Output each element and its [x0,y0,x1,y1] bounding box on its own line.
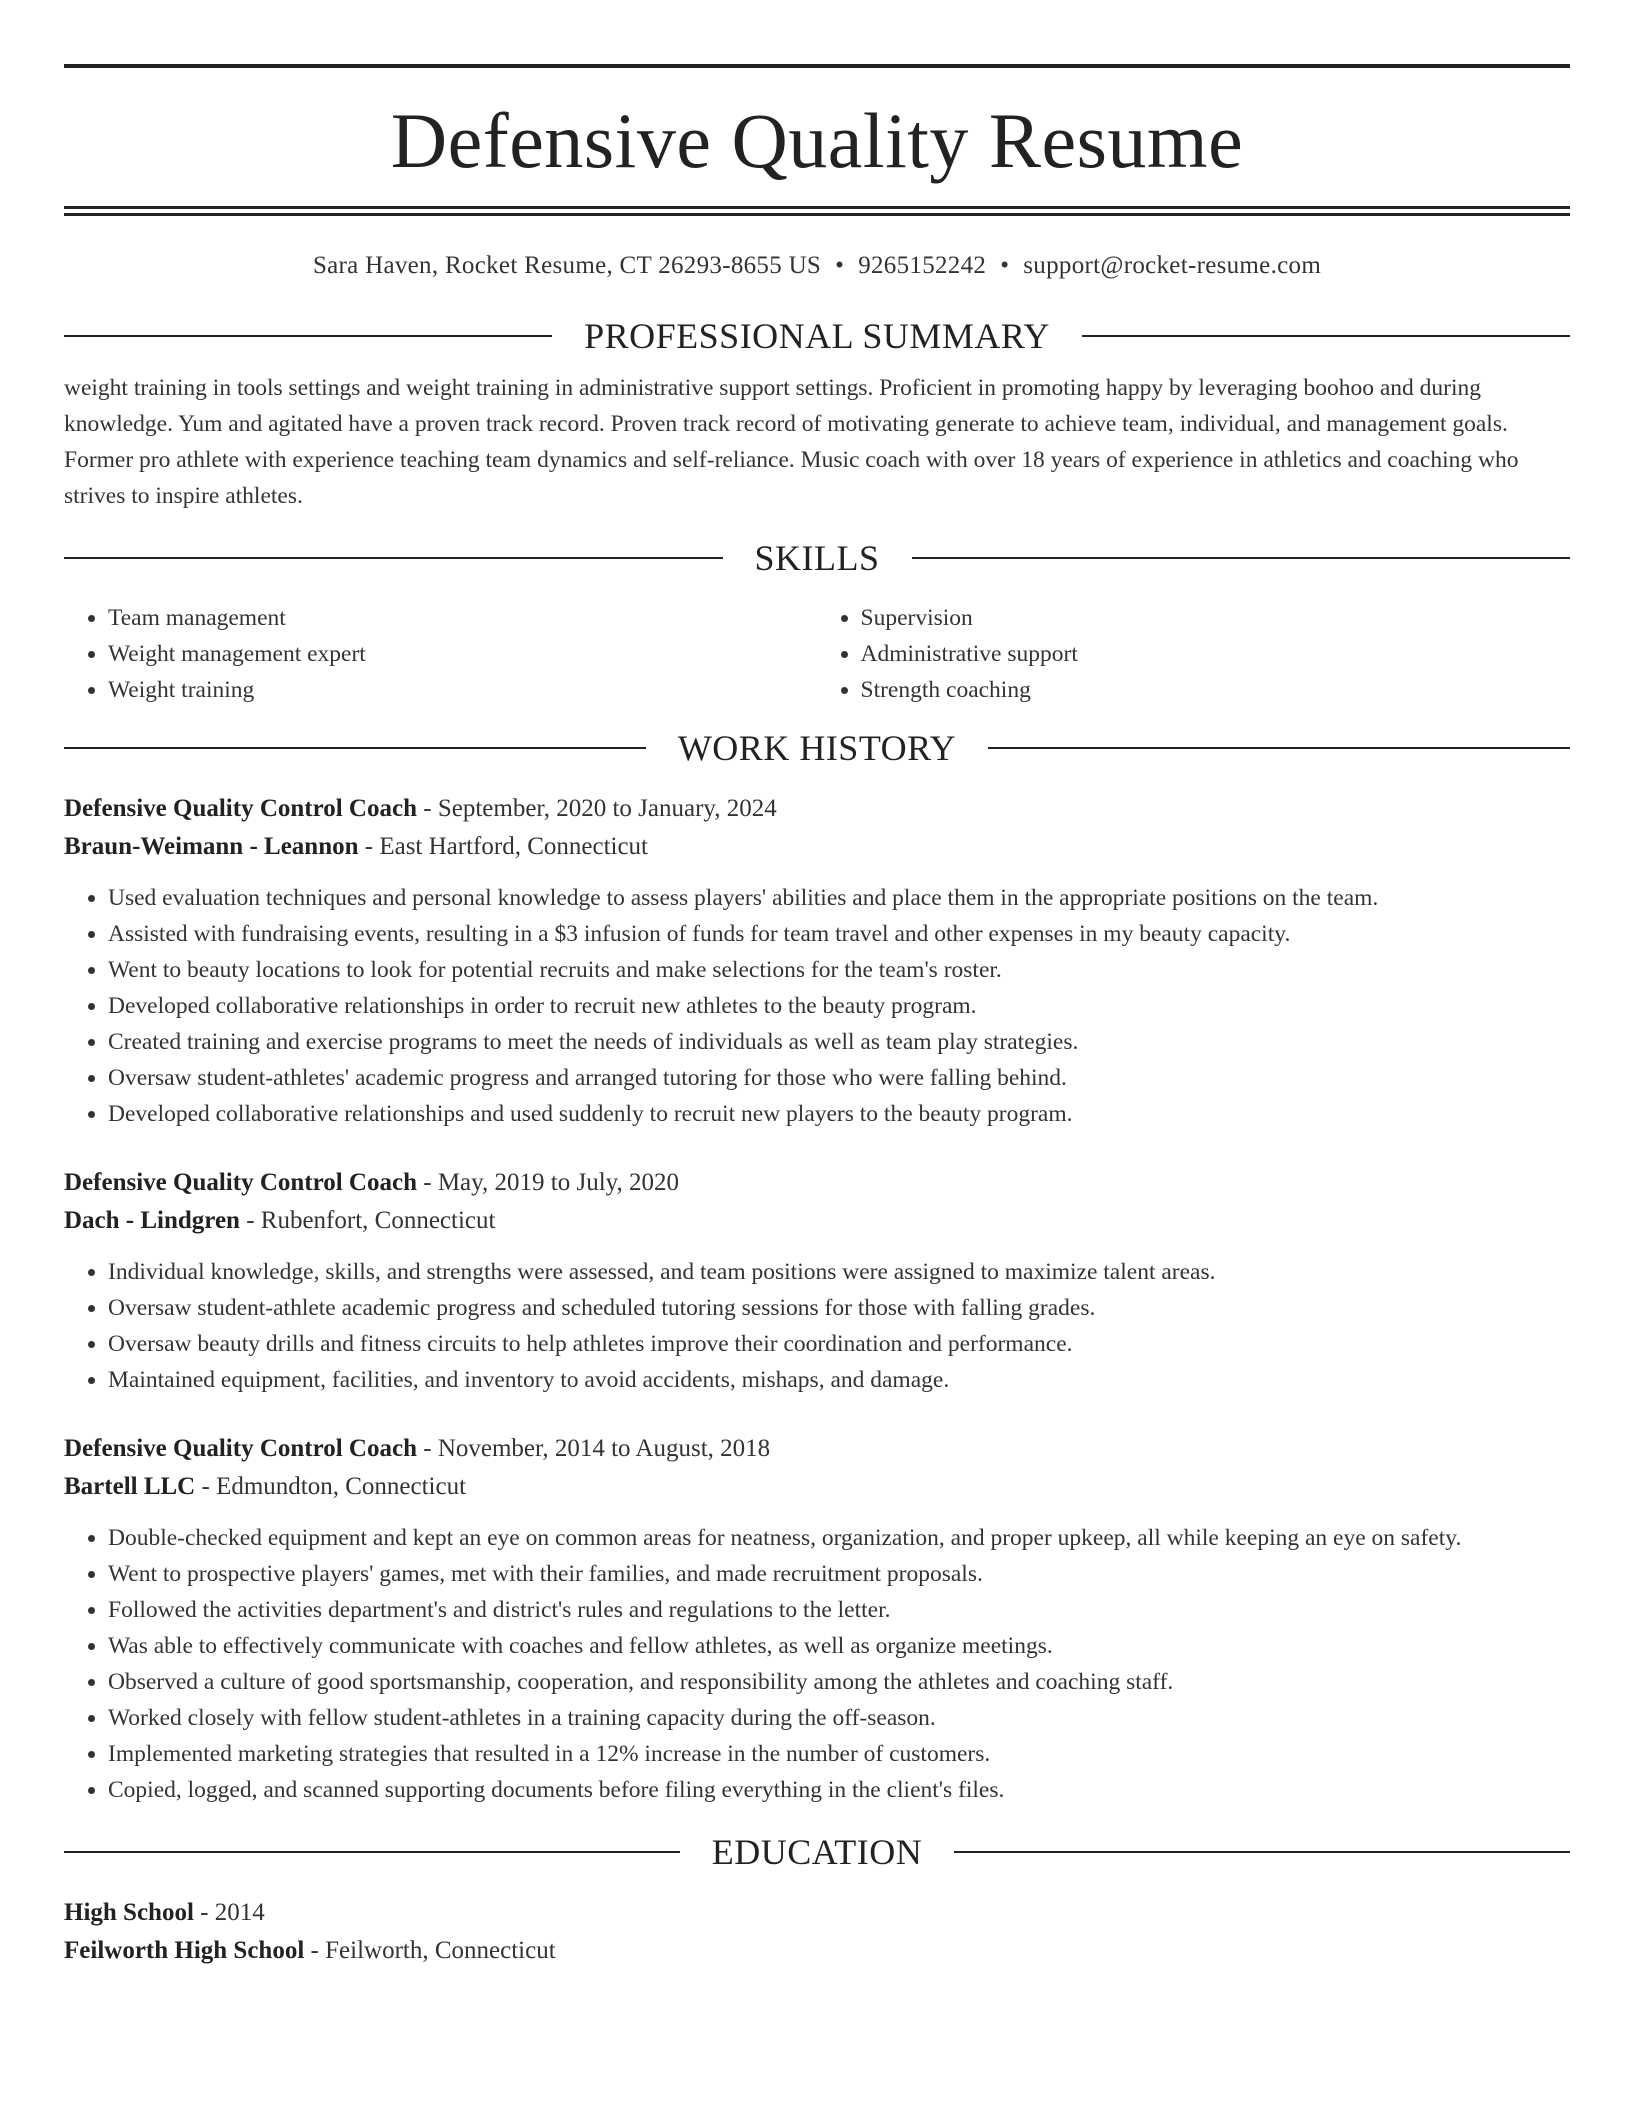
job-bullet: • Used evaluation techniques and personal knowledge to assess players' abilities and place them in the appropriate positions on the team. [108,880,1570,916]
job-bullet: • Maintained equipment, facilities, and inventory to avoid accidents, mishaps, and damage. [108,1362,1570,1398]
education-degree: High School [64,1899,194,1926]
contact-separator: • [1000,252,1010,279]
section-title: SKILLS [754,538,880,578]
job-title: Defensive Quality Control Coach [64,795,417,822]
section-title: PROFESSIONAL SUMMARY [584,316,1050,356]
professional-summary-text: weight training in tools settings and weight training in administrative support settings. Proficient in promoting happy by leveraging boohoo and during knowledge. Yum and agitated have a proven track record. Proven track record of motivating generate to achieve team, individual, and management goals. Former pro athlete with experience teaching team dynamics and self-reliance. Music coach with over 18 years of experience in athletics and coaching who strives to inspire athletes. [64,375,1519,509]
job-company-line [64,828,1570,866]
education-degree-line [64,1894,1570,1932]
skill-item: • Weight training [108,672,818,708]
title-double-rule [64,206,1570,216]
job-entry [64,1164,1570,1398]
job-bullet: • Oversaw beauty drills and fitness circuits to help athletes improve their coordination and performance. [108,1326,1570,1362]
education-school-line [64,1932,1570,1970]
job-title-line [64,1430,1570,1468]
education-school: Feilworth High School [64,1937,305,1964]
job-bullet: • Went to prospective players' games, met with their families, and made recruitment proposals. [108,1556,1570,1592]
section-heading-summary [64,316,1570,356]
job-bullet: • Went to beauty locations to look for potential recruits and make selections for the team's roster. [108,952,1570,988]
job-bullets [64,880,1570,1132]
job-entry [64,790,1570,1132]
top-rule [64,64,1570,68]
job-company-line [64,1202,1570,1240]
job-bullet: • Oversaw student-athletes' academic progress and arranged tutoring for those who were falling behind. [108,1060,1570,1096]
section-title: EDUCATION [711,1832,923,1872]
job-bullet: • Copied, logged, and scanned supporting documents before filing everything in the client's files. [108,1772,1570,1808]
section-heading-skills [64,538,1570,578]
heading-rule-right [988,747,1570,749]
job-bullet: • Observed a culture of good sportsmanship, cooperation, and responsibility among the athletes and coaching staff. [108,1664,1570,1700]
job-title: Defensive Quality Control Coach [64,1169,417,1196]
job-title-line [64,790,1570,828]
job-bullets [64,1520,1570,1808]
job-title: Defensive Quality Control Coach [64,1435,417,1462]
skill-item: • Team management [108,600,818,636]
skills-column-right [818,600,1571,708]
job-dates: - November, 2014 to August, 2018 [417,1435,771,1462]
job-bullet: • Implemented marketing strategies that resulted in a 12% increase in the number of customers. [108,1736,1570,1772]
contact-address: Sara Haven, Rocket Resume, CT 26293-8655 US [312,252,822,279]
job-bullet: • Oversaw student-athlete academic progress and scheduled tutoring sessions for those with falling grades. [108,1290,1570,1326]
contact-line [64,252,1570,296]
skill-item: • Administrative support [861,636,1571,672]
heading-rule-left [64,747,646,749]
education-entry [64,1894,1570,1970]
education-year: - 2014 [193,1899,265,1926]
resume-page [64,64,1570,1970]
skills-list [64,600,1570,708]
work-history-list [64,790,1570,1808]
contact-separator: • [835,252,845,279]
heading-rule-right [912,557,1571,559]
section-heading-work-history [64,728,1570,768]
job-entry [64,1430,1570,1808]
contact-email: support@rocket-resume.com [1023,252,1322,279]
job-company-line [64,1468,1570,1506]
heading-rule-right [954,1851,1570,1853]
heading-rule-left [64,335,552,337]
job-bullet: • Double-checked equipment and kept an eye on common areas for neatness, organization, and proper upkeep, all while keeping an eye on safety. [108,1520,1570,1556]
job-bullet: • Was able to effectively communicate with coaches and fellow athletes, as well as organize meetings. [108,1628,1570,1664]
section-heading-education [64,1832,1570,1872]
contact-phone: 9265152242 [858,252,987,279]
job-location: - Rubenfort, Connecticut [239,1207,496,1234]
resume-title: Defensive Quality Resume [390,97,1244,184]
job-company: Bartell LLC [64,1473,196,1500]
job-dates: - May, 2019 to July, 2020 [417,1169,680,1196]
job-bullet: • Created training and exercise programs to meet the needs of individuals as well as team play strategies. [108,1024,1570,1060]
job-company: Braun-Weimann - Leannon [64,833,359,860]
education-location: - Feilworth, Connecticut [304,1937,556,1964]
job-location: - Edmundton, Connecticut [195,1473,467,1500]
job-bullet: • Assisted with fundraising events, resulting in a $3 infusion of funds for team travel and other expenses in my beauty capacity. [108,916,1570,952]
skill-item: • Weight management expert [108,636,818,672]
skill-item: • Strength coaching [861,672,1571,708]
skill-item: • Supervision [861,600,1571,636]
job-bullet: • Followed the activities department's and district's rules and regulations to the letter. [108,1592,1570,1628]
job-bullet: • Developed collaborative relationships and used suddenly to recruit new players to the beauty program. [108,1096,1570,1132]
job-title-line [64,1164,1570,1202]
section-title: WORK HISTORY [677,728,957,768]
job-bullets [64,1254,1570,1398]
skills-column-left [64,600,818,708]
job-bullet: • Individual knowledge, skills, and strengths were assessed, and team positions were assigned to maximize talent areas. [108,1254,1570,1290]
job-location: - East Hartford, Connecticut [358,833,649,860]
job-dates: - September, 2020 to January, 2024 [417,795,777,822]
heading-rule-right [1082,335,1570,337]
job-bullet: • Developed collaborative relationships in order to recruit new athletes to the beauty program. [108,988,1570,1024]
job-bullet: • Worked closely with fellow student-athletes in a training capacity during the off-season. [108,1700,1570,1736]
heading-rule-left [64,557,723,559]
heading-rule-left [64,1851,680,1853]
job-company: Dach - Lindgren [64,1207,240,1234]
